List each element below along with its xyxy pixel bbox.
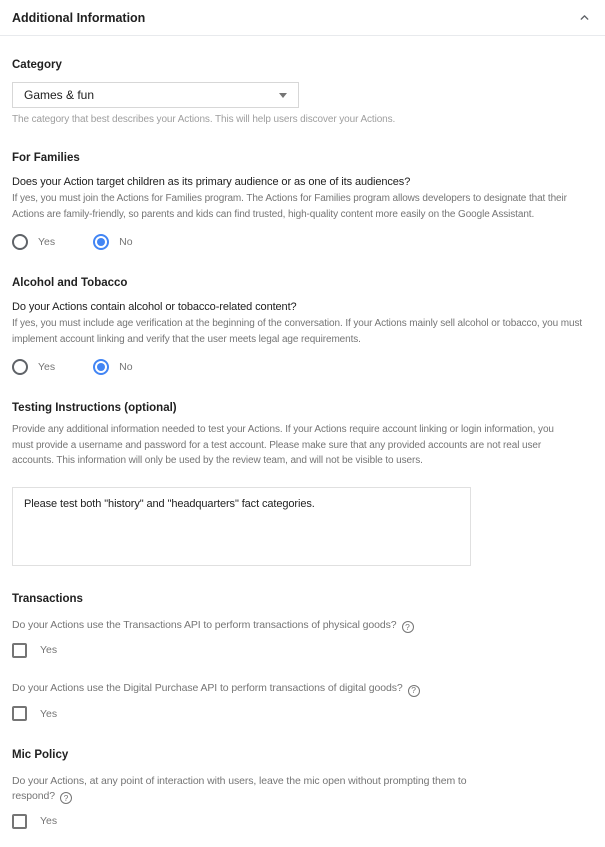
question-text: Do your Actions use the Transactions API to perform transactions of physical goods? — [12, 618, 397, 631]
for-families-heading: For Families — [12, 152, 80, 164]
checkbox-icon[interactable] — [12, 706, 27, 721]
for-families-radio-no[interactable] — [93, 234, 132, 250]
mic-policy-section — [12, 749, 593, 830]
mic-policy-checkbox-row — [12, 813, 593, 829]
radio-icon[interactable] — [12, 234, 28, 250]
question-text: Do your Actions use the Digital Purchase API to perform transactions of digital goods? — [12, 682, 403, 694]
for-families-radio-group — [12, 234, 593, 250]
category-section — [12, 59, 593, 125]
radio-icon[interactable] — [93, 359, 109, 375]
alcohol-tobacco-radio-no[interactable] — [93, 359, 132, 375]
checkbox-label: Yes — [40, 644, 58, 656]
for-families-section — [12, 152, 593, 250]
testing-instructions-textarea[interactable]: Please test both "history" and "headquarters" fact categories. — [12, 487, 471, 566]
for-families-radio-yes[interactable] — [12, 234, 55, 250]
panel-title: Additional Information — [12, 10, 146, 25]
mic-policy-heading: Mic Policy — [12, 748, 69, 761]
dropdown-caret-icon — [279, 93, 287, 98]
checkbox-label: Yes — [40, 815, 58, 827]
checkbox-icon[interactable] — [12, 643, 27, 658]
alcohol-tobacco-section — [12, 277, 593, 375]
radio-icon[interactable] — [12, 359, 28, 375]
radio-label: No — [119, 361, 133, 373]
category-label: Category — [12, 59, 62, 71]
alcohol-tobacco-question: Do your Actions contain alcohol or tobacco-related content? — [12, 301, 297, 313]
checkbox-label: Yes — [40, 707, 58, 720]
alcohol-tobacco-description: If yes, you must include age verification at the beginning of the conversation. If your Actions mainly sell alcohol or tobacco, you must implement account linking and verify that the user meets legal age requirements. — [12, 318, 583, 345]
help-icon[interactable]: ? — [408, 685, 420, 697]
transactions-section — [12, 593, 593, 722]
testing-instructions-section — [12, 402, 593, 566]
help-icon[interactable]: ? — [60, 792, 72, 804]
radio-icon[interactable] — [93, 234, 109, 250]
question-text: Do your Actions, at any point of interaction with users, leave the mic open without prompting them to respond? — [12, 774, 467, 802]
category-select[interactable] — [12, 82, 299, 108]
checkbox-icon[interactable] — [12, 814, 27, 829]
alcohol-tobacco-heading: Alcohol and Tobacco — [12, 277, 128, 289]
for-families-description: If yes, you must join the Actions for Families program. The Actions for Families program allows developers to designate that their Actions are family-friendly, so parents and kids can find trusted, high-quality content more easily on the Google Assistant. — [12, 193, 567, 220]
transactions-physical-checkbox-row — [12, 642, 593, 658]
transactions-question-physical — [12, 618, 593, 634]
testing-instructions-description: Provide any additional information needed to test your Actions. If your Actions require account linking or login information, you must provide a username and password for a test account. Please make sure that any provided accounts are not real user accounts. This information will only be used by the review team, and will not be visible to users. — [12, 424, 554, 466]
testing-instructions-heading: Testing Instructions (optional) — [12, 402, 177, 414]
category-helper-text: The category that best describes your Actions. This will help users discover your Actions. — [12, 114, 396, 125]
alcohol-tobacco-radio-group — [12, 359, 593, 375]
chevron-up-icon[interactable] — [578, 11, 591, 24]
for-families-question: Does your Action target children as its primary audience or as one of its audiences? — [12, 176, 411, 188]
radio-label: Yes — [38, 236, 56, 248]
radio-label: Yes — [38, 361, 56, 373]
category-select-value: Games & fun — [24, 88, 95, 102]
panel-header[interactable] — [0, 0, 605, 36]
transactions-digital-checkbox-row — [12, 706, 593, 722]
mic-policy-question — [12, 774, 512, 805]
help-icon[interactable]: ? — [402, 621, 414, 633]
radio-label: No — [119, 236, 133, 248]
alcohol-tobacco-radio-yes[interactable] — [12, 359, 55, 375]
transactions-question-digital — [12, 681, 593, 697]
transactions-heading: Transactions — [12, 592, 83, 605]
